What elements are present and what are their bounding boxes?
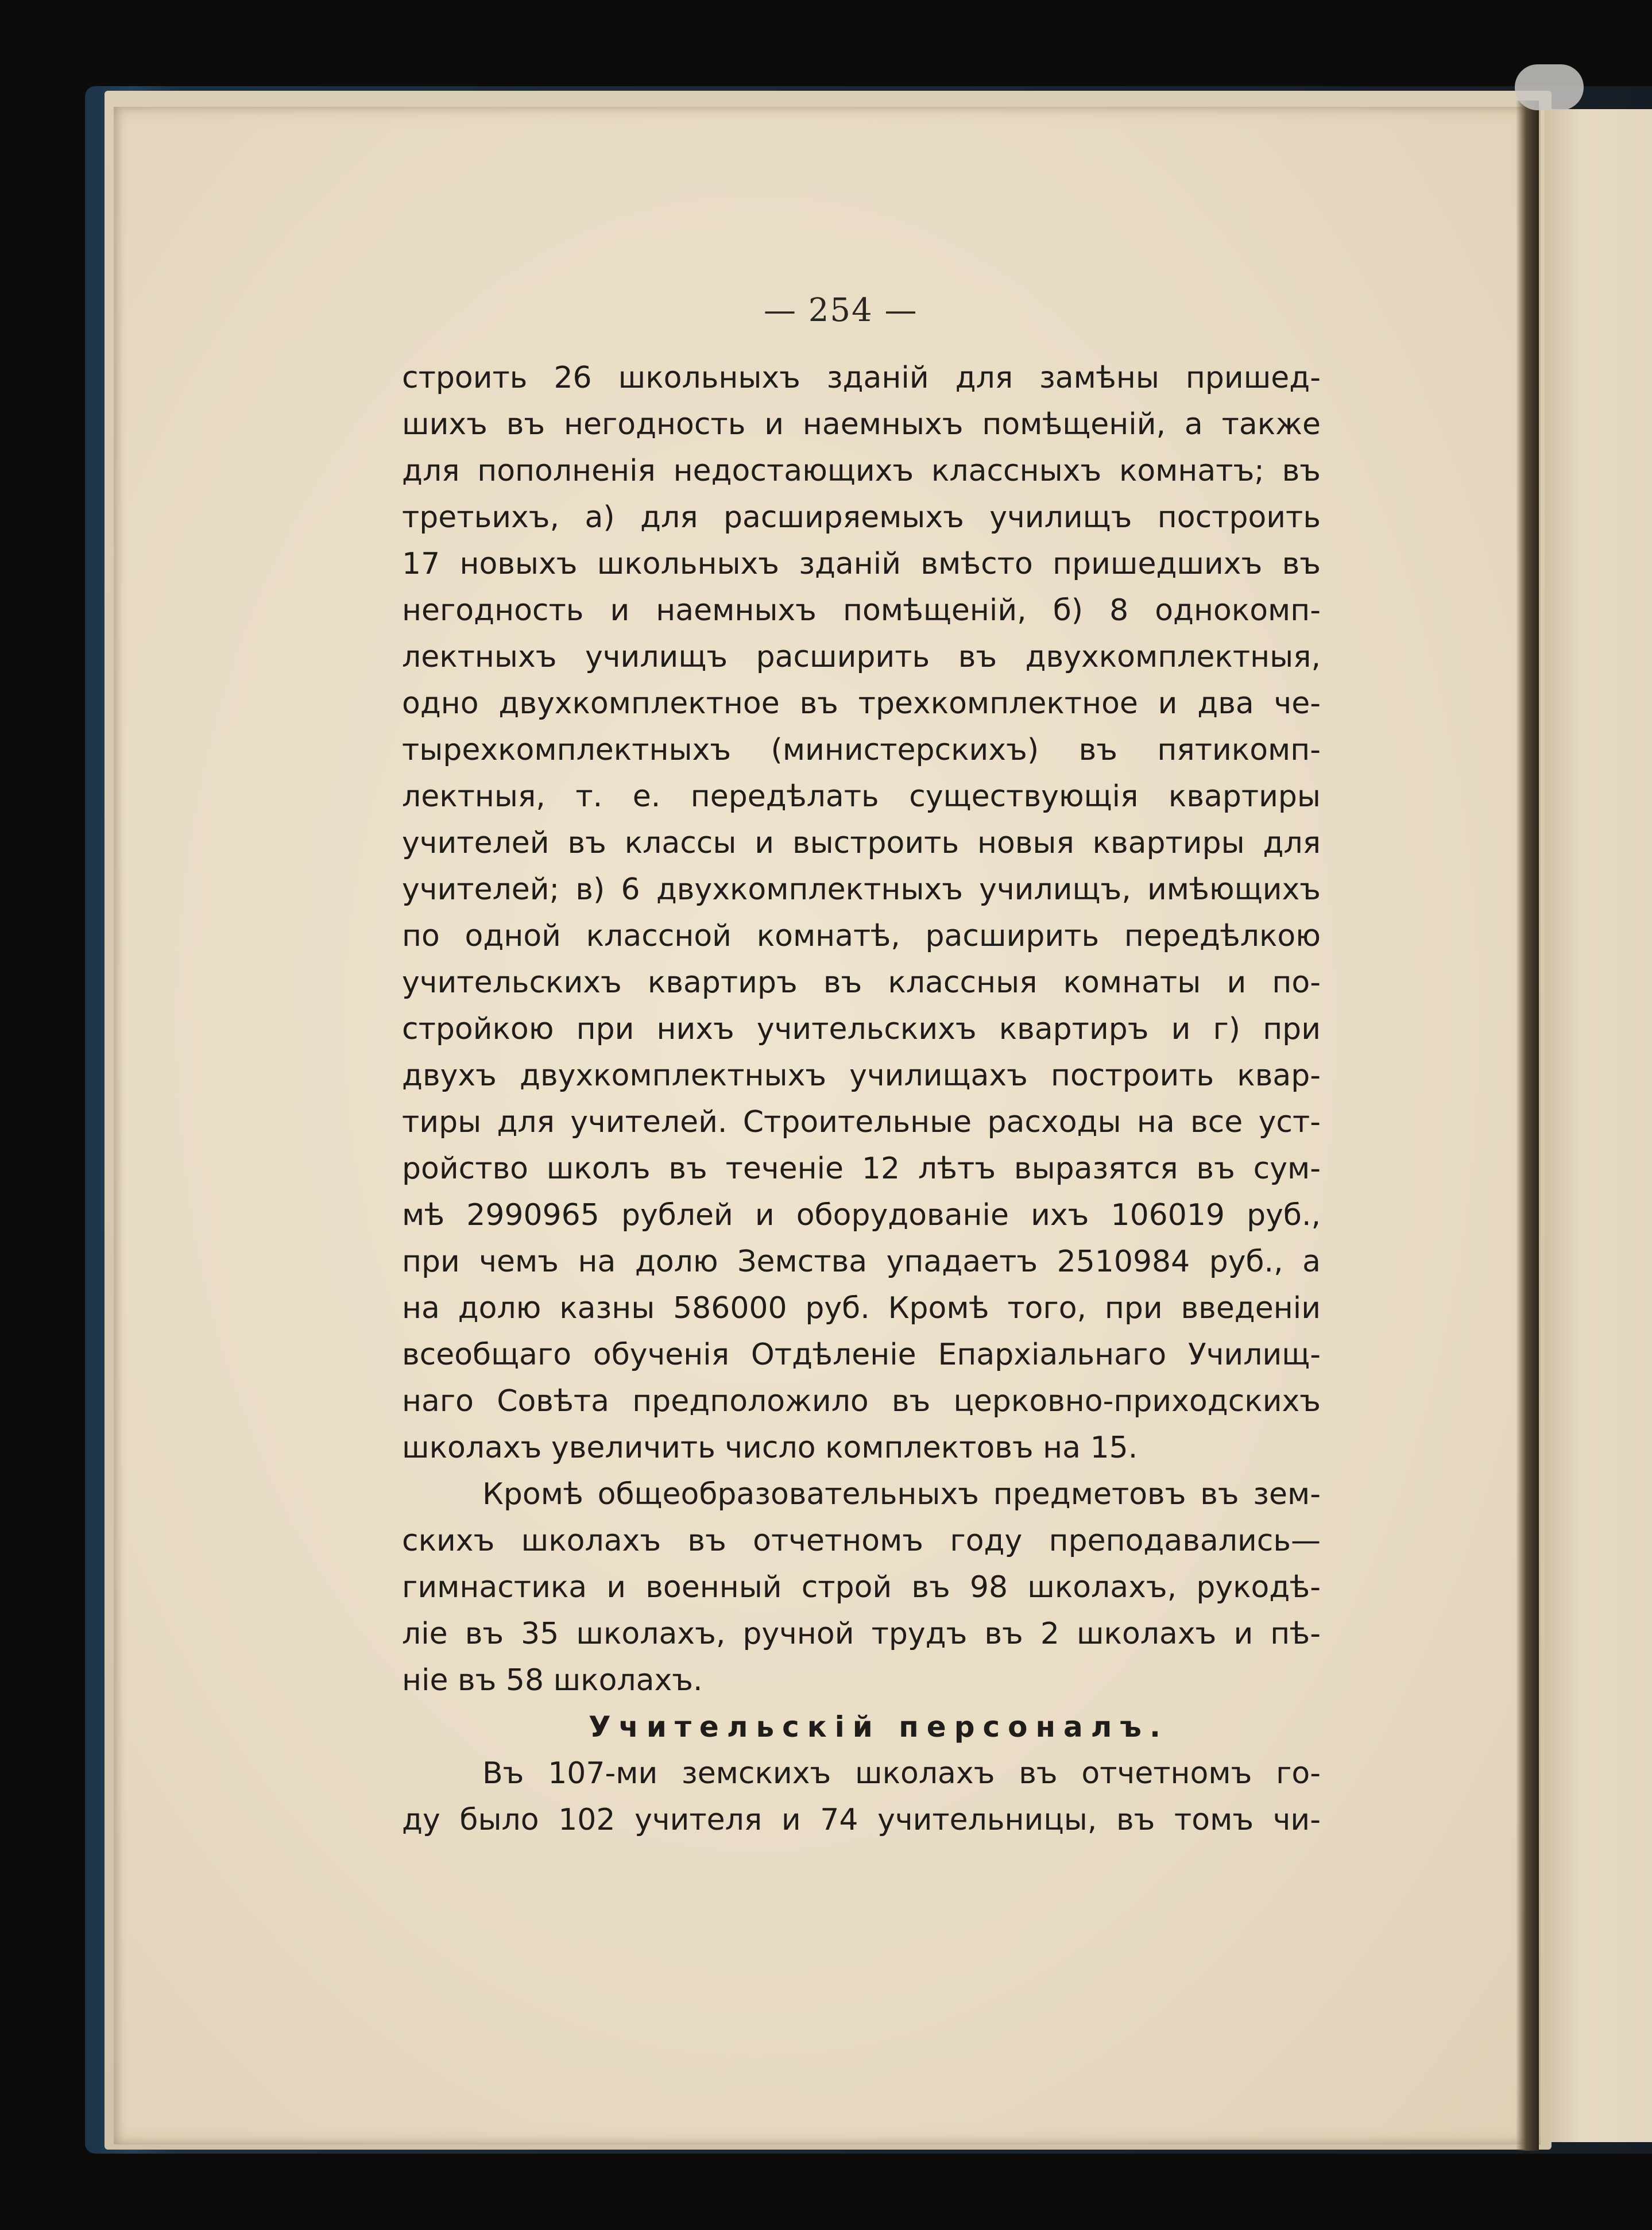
text-line: мѣ 2990965 рублей и оборудованіе ихъ 106019 руб., <box>402 1198 1321 1232</box>
text-line: учителей; в) 6 двухкомплектныхъ училищъ, имѣющихъ <box>402 872 1321 907</box>
text-line: одно двухкомплектное въ трехкомплектное и два че- <box>402 686 1321 721</box>
section-heading: Учительскій персоналъ. <box>589 1710 1169 1744</box>
text-line: тиры для учителей. Строительные расходы на все уст- <box>402 1105 1321 1139</box>
text-line: строить 26 школьныхъ зданій для замѣны пришед- <box>402 361 1321 395</box>
text-line: ройство школъ въ теченіе 12 лѣтъ выразятся въ сум- <box>402 1151 1321 1186</box>
text-line: шихъ въ негодность и наемныхъ помѣщеній, а также <box>402 407 1321 442</box>
text-line: лектныхъ училищъ расширить въ двухкомплектныя, <box>402 640 1321 674</box>
text-line: скихъ школахъ въ отчетномъ году преподавались— <box>402 1524 1321 1558</box>
text-line: двухъ двухкомплектныхъ училищахъ построить квар- <box>402 1058 1321 1093</box>
facing-page-edge <box>1545 109 1652 2142</box>
text-line: наго Совѣта предположило въ церковно-приходскихъ <box>402 1384 1321 1419</box>
text-line: ніе въ 58 школахъ. <box>402 1663 703 1698</box>
text-line: третьихъ, а) для расширяемыхъ училищъ построить <box>402 500 1321 535</box>
text-line: тырехкомплектныхъ (министерскихъ) въ пятикомп- <box>402 733 1321 767</box>
text-line: лектныя, т. е. передѣлать существующія квартиры <box>402 779 1321 814</box>
page-number: — 254 — <box>764 292 918 329</box>
text-line: 17 новыхъ школьныхъ зданій вмѣсто пришедшихъ въ <box>402 547 1321 581</box>
text-line: гимнастика и военный строй въ 98 школахъ, рукодѣ- <box>402 1570 1321 1605</box>
text-line: негодность и наемныхъ помѣщеній, б) 8 однокомп- <box>402 593 1321 628</box>
text-line: по одной классной комнатѣ, расширить передѣлкою <box>402 919 1321 953</box>
text-line: учителей въ классы и выстроить новыя квартиры для <box>402 826 1321 860</box>
text-line: стройкою при нихъ учительскихъ квартиръ и г) при <box>402 1012 1321 1046</box>
text-line: учительскихъ квартиръ въ классныя комнаты и по- <box>402 965 1321 1000</box>
text-line: всеобщаго обученія Отдѣленіе Епархіальнаго Училищ- <box>402 1338 1321 1372</box>
book-gutter <box>1516 101 1539 2151</box>
text-line: Въ 107-ми земскихъ школахъ въ отчетномъ го- <box>482 1756 1321 1791</box>
bookmark-ribbon <box>1515 64 1584 110</box>
text-line: при чемъ на долю Земства упадаетъ 2510984 руб., а <box>402 1245 1321 1279</box>
page-text <box>402 355 1321 1843</box>
text-line: на долю казны 586000 руб. Кромѣ того, при введеніи <box>402 1291 1321 1325</box>
text-line: для пополненія недостающихъ классныхъ комнатъ; въ <box>402 454 1321 488</box>
text-line: ліе въ 35 школахъ, ручной трудъ въ 2 школахъ и пѣ- <box>402 1617 1321 1651</box>
paragraph-3 <box>402 1750 1321 1843</box>
paragraph-1 <box>402 355 1321 1471</box>
text-line: Кромѣ общеобразовательныхъ предметовъ въ зем- <box>482 1477 1321 1512</box>
text-line: школахъ увеличить число комплектовъ на 15. <box>402 1431 1138 1465</box>
text-line: ду было 102 учителя и 74 учительницы, въ томъ чи- <box>402 1803 1321 1837</box>
paragraph-2 <box>402 1471 1321 1704</box>
